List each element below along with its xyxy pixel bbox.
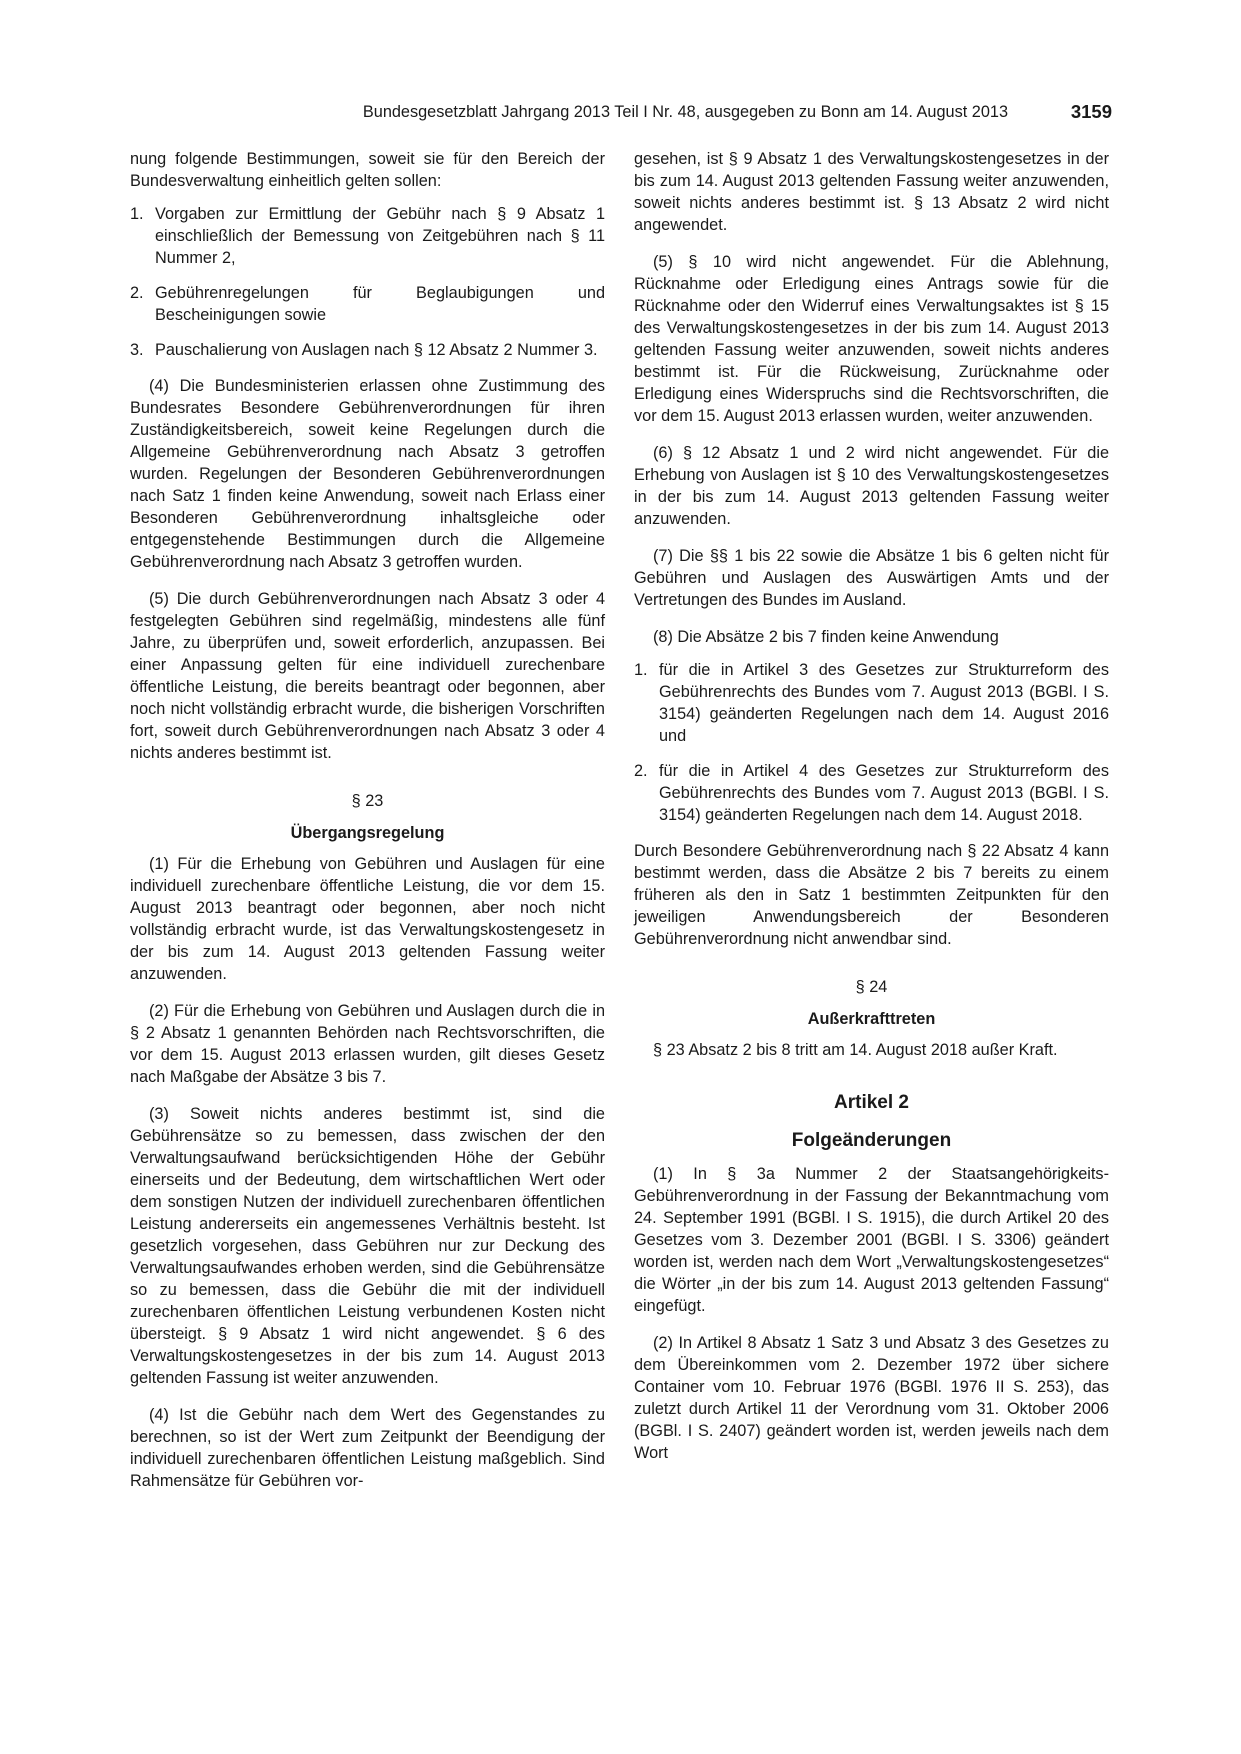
list-number: 2. — [634, 762, 648, 780]
section-24-number: § 24 — [855, 978, 888, 996]
paragraph-4-continued: gesehen, ist § 9 Absatz 1 des Verwaltungskostengesetzes in der bis zum 14. August 2013 geltenden Fassung weiter anzuwenden, soweit nichts anderes bestimmt ist. § 13 Absatz 2 wird nicht angewendet. — [634, 150, 1109, 234]
list-text: Vorgaben zur Ermittlung der Gebühr nach § 9 Absatz 1 einschließlich der Bemessung von Zeitgebühren nach § 11 Nummer 2, — [155, 205, 605, 267]
list-item — [634, 659, 1109, 747]
page-header — [130, 103, 1112, 127]
article-2-paragraph-1: (1) In § 3a Nummer 2 der Staatsangehörigkeits-Gebührenverordnung in der Fassung der Bekanntmachung vom 24. September 1991 (BGBl. I S. 1915), die durch Artikel 20 des Gesetzes vom 3. Dezember 2001 (BGBl. I S. 3306) geändert worden ist, werden nach dem Wort „Verwaltungskostengesetzes“ die Wörter „in der bis zum 14. August 2013 geltenden Fassung“ eingefügt. — [634, 1165, 1109, 1315]
section-23-title: Übergangsregelung — [290, 824, 445, 842]
left-column — [130, 148, 605, 1507]
right-column — [634, 148, 1109, 1479]
list-text: Pauschalierung von Auslagen nach § 12 Absatz 2 Nummer 3. — [155, 341, 598, 359]
list-number: 1. — [634, 661, 648, 679]
list-item — [130, 282, 605, 326]
article-2-paragraph-2: (2) In Artikel 8 Absatz 1 Satz 3 und Absatz 3 des Gesetzes zu dem Übereinkommen vom 2. Dezember 1972 über sichere Container vom 10. Februar 1976 (BGBl. 1976 II S. 253), das zuletzt durch Artikel 11 der Verordnung vom 31. Oktober 2006 (BGBl. I S. 2407) geändert worden ist, werden jeweils nach dem Wort — [634, 1334, 1109, 1462]
article-2-title: Folgeänderungen — [791, 1130, 952, 1151]
list-number: 3. — [130, 341, 144, 359]
intro-paragraph: nung folgende Bestimmungen, soweit sie für den Bereich der Bundesverwaltung einheitlich gelten sollen: — [130, 150, 605, 190]
list-item — [130, 203, 605, 269]
list-item — [634, 760, 1109, 826]
section-23-paragraph-5: (5) § 10 wird nicht angewendet. Für die Ablehnung, Rücknahme oder Erledigung eines Antrags sowie für die Rücknahme oder den Widerruf eines Verwaltungsaktes ist § 15 des Verwaltungskostengesetzes in der bis zum 14. August 2013 geltenden Fassung weiter anzuwenden, soweit nichts anderes bestimmt ist. Für die Rückweisung, Zurücknahme oder Erledigung eines Widerspruchs sind die Rechtsvorschriften, die vor dem 15. August 2013 erlassen wurden, weiter anzuwenden. — [634, 253, 1109, 425]
section-23-paragraph-8: (8) Die Absätze 2 bis 7 finden keine Anwendung — [653, 628, 999, 646]
section-23-paragraph-4: (4) Ist die Gebühr nach dem Wert des Gegenstandes zu berechnen, so ist der Wert zum Zeitpunkt der Beendigung der individuell zurechenbaren öffentlichen Leistung maßgeblich. Sind Rahmensätze für Gebühren vor- — [130, 1406, 605, 1490]
paragraph-8-closing: Durch Besondere Gebührenverordnung nach § 22 Absatz 4 kann bestimmt werden, dass die Absätze 2 bis 7 bereits zu einem früheren als den in Satz 1 bestimmten Zeitpunkten für den jeweiligen Anwendungsbereich der Besonderen Gebührenverordnung nicht anwendbar sind. — [634, 842, 1109, 948]
page-number: 3159 — [1070, 101, 1112, 122]
list-number: 1. — [130, 205, 144, 223]
section-23-number: § 23 — [351, 792, 384, 810]
section-24-title: Außerkrafttreten — [807, 1010, 936, 1028]
paragraph-5: (5) Die durch Gebührenverordnungen nach Absatz 3 oder 4 festgelegten Gebühren sind regelmäßig, mindestens alle fünf Jahre, zu überprüfen und, soweit erforderlich, anzupassen. Bei einer Anpassung gelten für eine individuell zurechenbare öffentliche Leistung, die bereits beantragt oder begonnen, aber noch nicht vollständig erbracht wurde, die bisherigen Vorschriften fort, soweit durch Gebührenverordnungen nach Absatz 3 oder 4 nichts anderes bestimmt ist. — [130, 590, 605, 762]
section-23-paragraph-3: (3) Soweit nichts anderes bestimmt ist, sind die Gebührensätze so zu bemessen, dass zwischen der den Verwaltungsaufwand berücksichtigenden Höhe der Gebühr einerseits und der Bedeutung, dem wirtschaftlichen Wert oder dem sonstigen Nutzen der individuell zurechenbaren öffentlichen Leistung andererseits ein angemessenes Verhältnis besteht. Ist gesetzlich vorgesehen, dass Gebühren nur zur Deckung des Verwaltungsaufwandes erhoben werden, sind die Gebührensätze so zu bemessen, dass die Gebühr die mit der individuell zurechenbaren öffentlichen Leistung verbundenen Kosten nicht übersteigt. § 9 Absatz 1 wird nicht angewendet. § 6 des Verwaltungskostengesetzes in der bis zum 14. August 2013 geltenden Fassung ist weiter anzuwenden. — [130, 1105, 605, 1387]
section-23-paragraph-1: (1) Für die Erhebung von Gebühren und Auslagen für eine individuell zurechenbare öffentliche Leistung, die vor dem 15. August 2013 beantragt oder begonnen, aber noch nicht vollständig erbracht wurde, ist das Verwaltungskostengesetz in der bis zum 14. August 2013 geltenden Fassung weiter anzuwenden. — [130, 855, 605, 983]
list-number: 2. — [130, 284, 144, 302]
list-text: für die in Artikel 4 des Gesetzes zur Strukturreform des Gebührenrechts des Bundes vom 7. August 2013 (BGBl. I S. 3154) geänderten Regelungen nach dem 14. August 2018. — [659, 762, 1109, 824]
section-24-paragraph: § 23 Absatz 2 bis 8 tritt am 14. August 2018 außer Kraft. — [653, 1041, 1058, 1059]
paragraph-4: (4) Die Bundesministerien erlassen ohne Zustimmung des Bundesrates Besondere Gebührenverordnungen für ihren Zuständigkeitsbereich, soweit keine Regelungen durch die Allgemeine Gebührenverordnung nach Absatz 3 getroffen wurden. Regelungen der Besonderen Gebührenverordnungen nach Satz 1 finden keine Anwendung, soweit nach Erlass einer Besonderen Gebührenverordnung inhaltsgleiche oder entgegenstehende Bestimmungen durch die Allgemeine Gebührenverordnung nach Absatz 3 getroffen wurden. — [130, 377, 605, 571]
section-23-paragraph-2: (2) Für die Erhebung von Gebühren und Auslagen durch die in § 2 Absatz 1 genannten Behörden nach Rechtsvorschriften, die vor dem 15. August 2013 erlassen wurden, gilt dieses Gesetz nach Maßgabe der Absätze 3 bis 7. — [130, 1002, 605, 1086]
list-text: Gebührenregelungen für Beglaubigungen und Bescheinigungen sowie — [155, 284, 605, 324]
article-2-number: Artikel 2 — [834, 1092, 909, 1113]
list-item — [130, 339, 605, 361]
list-text: für die in Artikel 3 des Gesetzes zur Strukturreform des Gebührenrechts des Bundes vom 7. August 2013 (BGBl. I S. 3154) geänderten Regelungen nach dem 14. August 2016 und — [659, 661, 1109, 745]
section-23-paragraph-7: (7) Die §§ 1 bis 22 sowie die Absätze 1 bis 6 gelten nicht für Gebühren und Auslagen des Auswärtigen Amts und der Vertretungen des Bundes im Ausland. — [634, 547, 1109, 609]
numbered-list — [130, 203, 605, 361]
running-title: Bundesgesetzblatt Jahrgang 2013 Teil I Nr. 48, ausgegeben zu Bonn am 14. August 2013 — [362, 103, 1008, 121]
numbered-list — [634, 659, 1109, 826]
section-23-paragraph-6: (6) § 12 Absatz 1 und 2 wird nicht angewendet. Für die Erhebung von Auslagen ist § 10 des Verwaltungskostengesetzes in der bis zum 14. August 2013 geltenden Fassung weiter anzuwenden. — [634, 444, 1109, 528]
